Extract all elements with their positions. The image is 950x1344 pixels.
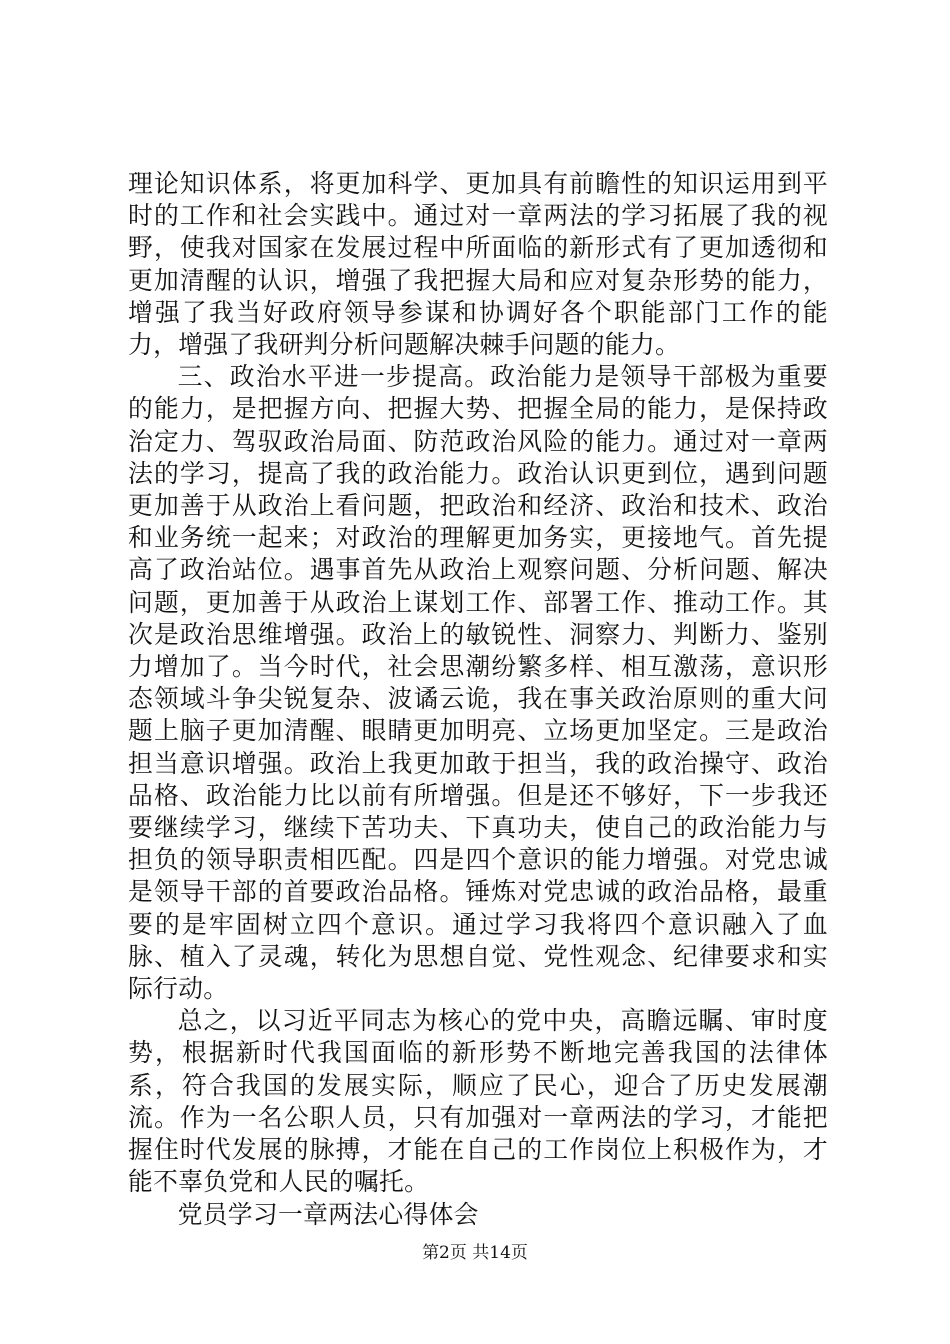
paragraph-continuation: 理论知识体系，将更加科学、更加具有前瞻性的知识运用到平时的工作和社会实践中。通过对一章两法的学习拓展了我的视野，使我对国家在发展过程中所面临的新形式有了更加透彻和更加清醒的认识，增强了我把握大局和应对复杂形势的能力，增强了我当好政府领导参谋和协调好各个职能部门工作的能力，增强了我研判分析问题解决棘手问题的能力。 bbox=[128, 169, 828, 360]
next-article-title: 党员学习一章两法心得体会 bbox=[177, 1199, 479, 1229]
paragraph-conclusion: 总之，以习近平同志为核心的党中央，高瞻远瞩、审时度势，根据新时代我国面临的新形势不断地完善我国的法律体系，符合我国的发展实际，顺应了民心，迎合了历史发展潮流。作为一名公职人员，只有加强对一章两法的学习，才能把握住时代发展的脉搏，才能在自己的工作岗位上积极作为，才能不辜负党和人民的嘱托。 bbox=[128, 1006, 828, 1197]
document-body bbox=[128, 168, 828, 1231]
page-number-footer: 第2页 共14页 bbox=[422, 1243, 528, 1263]
paragraph-political-level: 三、政治水平进一步提高。政治能力是领导干部极为重要的能力，是把握方向、把握大势、把握全局的能力，是保持政治定力、驾驭政治局面、防范政治风险的能力。通过对一章两法的学习，提高了我的政治能力。政治认识更到位，遇到问题更加善于从政治上看问题，把政治和经济、政治和技术、政治和业务统一起来；对政治的理解更加务实，更接地气。首先提高了政治站位。遇事首先从政治上观察问题、分析问题、解决问题，更加善于从政治上谋划工作、部署工作、推动工作。其次是政治思维增强。政治上的敏锐性、洞察力、判断力、鉴别力增加了。当今时代，社会思潮纷繁多样、相互激荡，意识形态领域斗争尖锐复杂、波谲云诡，我在事关政治原则的重大问题上脑子更加清醒、眼睛更加明亮、立场更加坚定。三是政治担当意识增强。政治上我更加敢于担当，我的政治操守、政治品格、政治能力比以前有所增强。但是还不够好，下一步我还要继续学习，继续下苦功夫、下真功夫，使自己的政治能力与担负的领导职责相匹配。四是四个意识的能力增强。对党忠诚是领导干部的首要政治品格。锤炼对党忠诚的政治品格，最重要的是牢固树立四个意识。通过学习我将四个意识融入了血脉、植入了灵魂，转化为思想自觉、党性观念、纪律要求和实际行动。 bbox=[128, 362, 828, 1004]
